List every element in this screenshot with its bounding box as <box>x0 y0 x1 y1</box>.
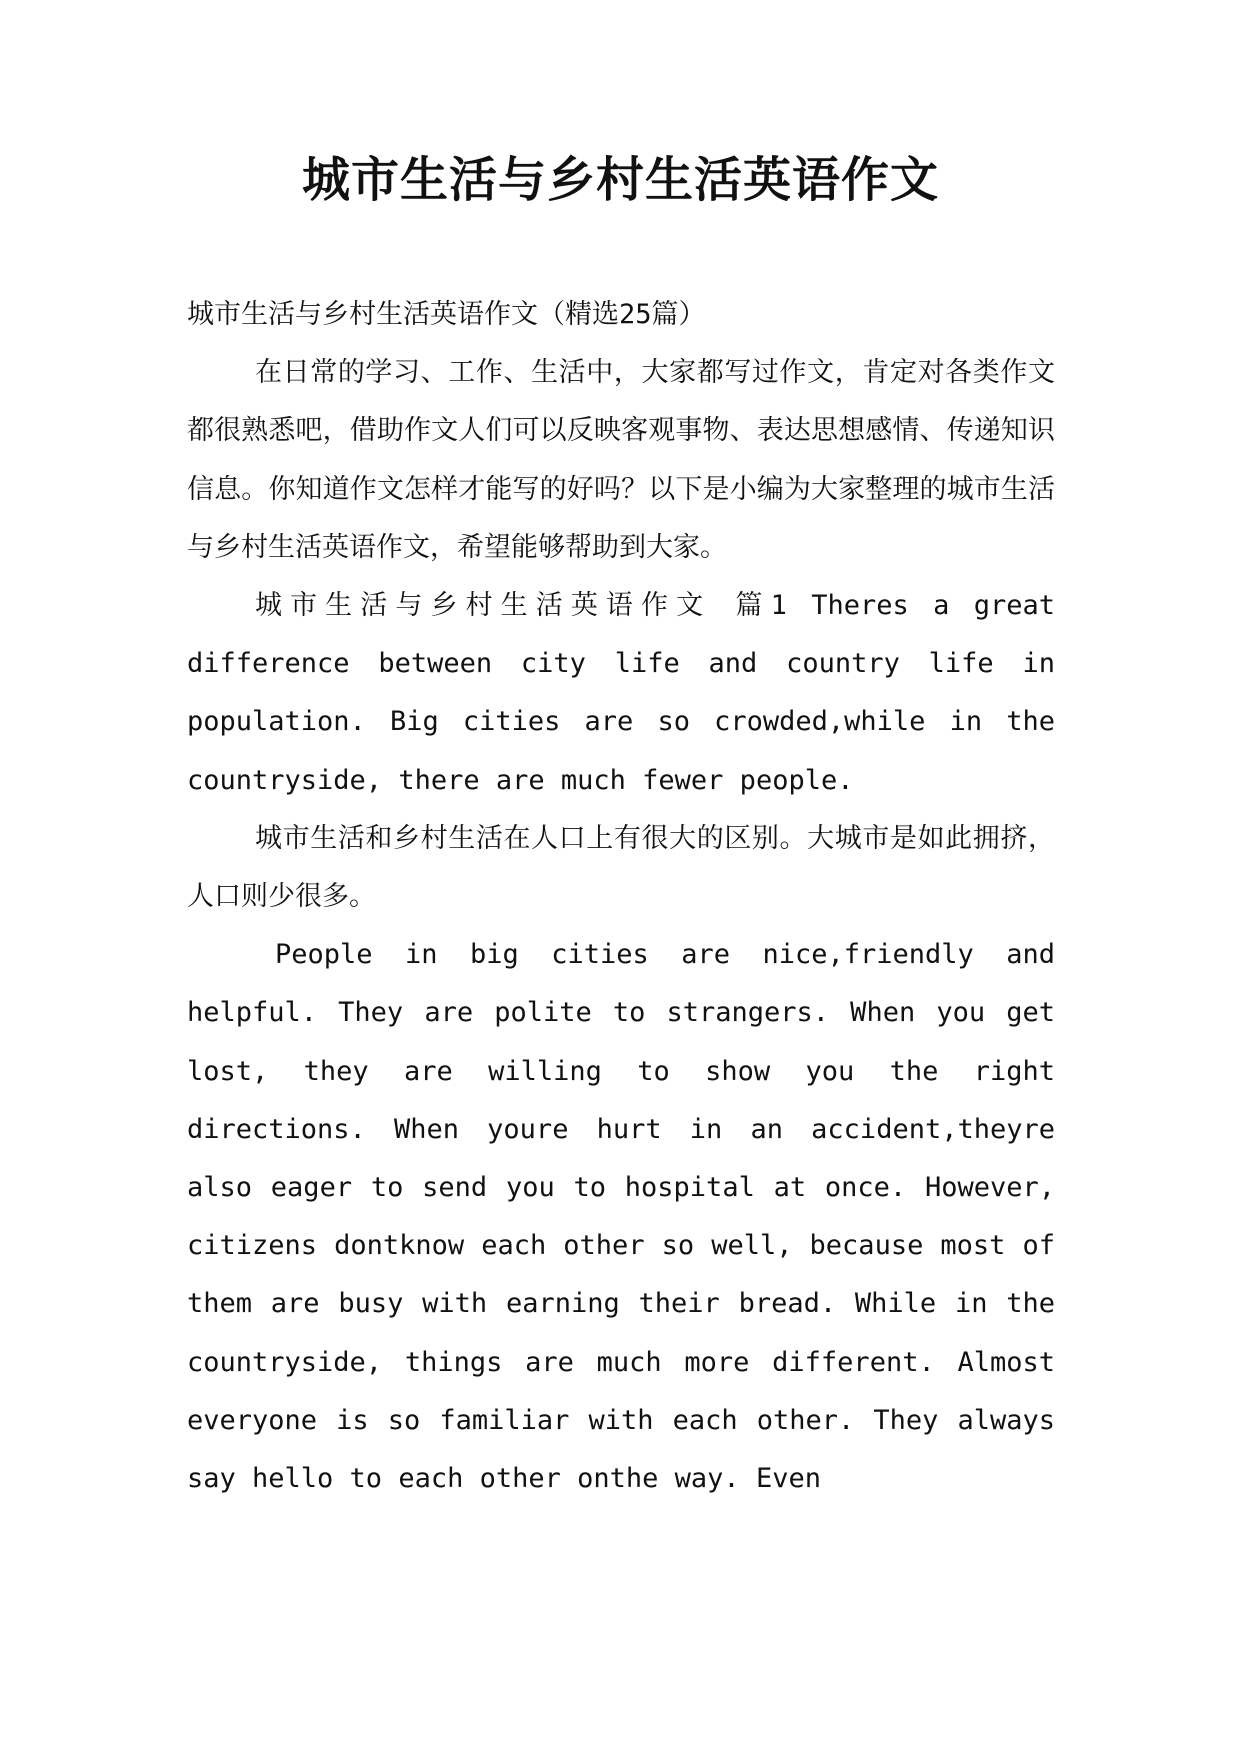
essay-1-paragraph-2: 城市生活和乡村生活在人口上有很大的区别。大城市是如此拥挤，人口则少很多。 <box>187 822 1055 913</box>
intro-paragraph: 在日常的学习、工作、生活中，大家都写过作文，肯定对各类作文都很熟悉吧，借助作文人们可以反映客观事物、表达思想感情、传递知识信息。你知道作文怎样才能写的好吗？以下是小编为大家整理的城市生活与乡村生活英语作文，希望能够帮助到大家。 <box>187 357 1055 563</box>
document-subtitle: 城市生活与乡村生活英语作文（精选25篇） <box>187 299 706 330</box>
essay-1-paragraph-1: 城市生活与乡村生活英语作文 篇1 Theres a great difference between city life and country life in population. Big cities are so crowded,while in the countryside, there are much fewer people. <box>187 590 1055 796</box>
essay-1-paragraph-3: People in big cities are nice,friendly and helpful. They are polite to strangers. When you get lost, they are willing to show you the right directions. When youre hurt in an accident,theyre also eager to send you to hospital at once. However, citizens dontknow each other so well, because most of them are busy with earning their bread. While in the countryside, things are much more different. Almost everyone is so familiar with each other. They always say hello to each other onthe way. Even <box>187 939 1055 1495</box>
document-title: 城市生活与乡村生活英语作文 <box>301 152 939 208</box>
document-body <box>187 286 1055 1508</box>
